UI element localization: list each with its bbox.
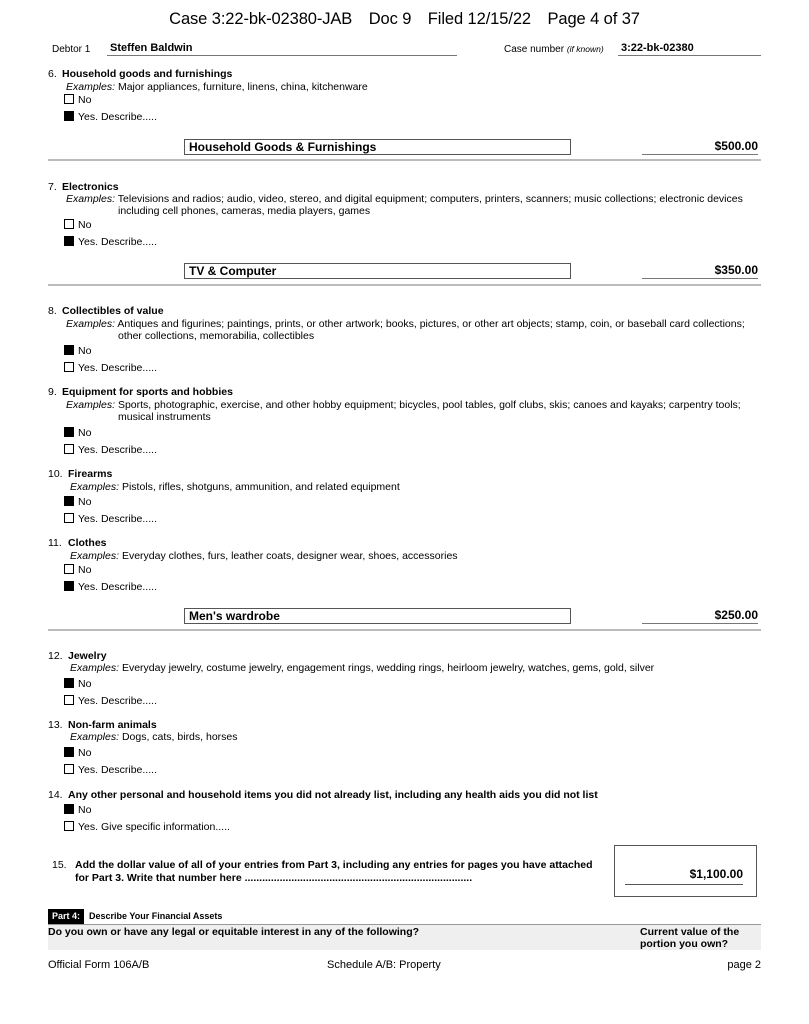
q14-yes-option[interactable]: Yes. Give specific information..... xyxy=(64,821,230,833)
question-11: 11. Clothes xyxy=(48,537,107,549)
checkbox-checked-icon[interactable] xyxy=(64,747,74,757)
part4-tag: Part 4: xyxy=(48,909,84,924)
checkbox-unchecked-icon[interactable] xyxy=(64,695,74,705)
part4-value-header: Current value of the portion you own? xyxy=(640,926,740,950)
checkbox-checked-icon[interactable] xyxy=(64,678,74,688)
part4-divider xyxy=(48,924,761,925)
checkbox-checked-icon[interactable] xyxy=(64,111,74,121)
q6-value-field[interactable]: $500.00 xyxy=(642,139,758,155)
q12-no-option[interactable]: No xyxy=(64,678,91,690)
checkbox-checked-icon[interactable] xyxy=(64,581,74,591)
question-12: 12. Jewelry xyxy=(48,650,107,662)
q7-no-option[interactable]: No xyxy=(64,219,91,231)
question-6-examples: Examples: Major appliances, furniture, linens, china, kitchenware xyxy=(66,81,368,93)
checkbox-unchecked-icon[interactable] xyxy=(64,444,74,454)
stamp-doc: Doc 9 xyxy=(368,10,412,28)
checkbox-unchecked-icon[interactable] xyxy=(64,821,74,831)
question-14: 14. Any other personal and household items you did not already list, including any health aids you did not list xyxy=(48,789,598,801)
checkbox-unchecked-icon[interactable] xyxy=(64,764,74,774)
checkbox-checked-icon[interactable] xyxy=(64,345,74,355)
court-filing-stamp xyxy=(0,10,809,29)
part4-question: Do you own or have any legal or equitable interest in any of the following? xyxy=(48,926,420,938)
case-number-hint: (if known) xyxy=(566,44,604,54)
q7-value-field[interactable]: $350.00 xyxy=(642,263,758,279)
question-title: Household goods and furnishings xyxy=(62,68,233,80)
footer-schedule: Schedule A/B: Property xyxy=(327,959,441,971)
question-6: 6. Household goods and furnishings xyxy=(48,68,233,80)
q7-yes-option[interactable]: Yes. Describe..... xyxy=(64,236,157,248)
q12-yes-option[interactable]: Yes. Describe..... xyxy=(64,695,157,707)
question-7-examples-cont: including cell phones, cameras, media players, games xyxy=(118,205,371,217)
debtor-name: Steffen Baldwin xyxy=(107,42,457,56)
q6-yes-option[interactable]: Yes. Describe..... xyxy=(64,111,157,123)
section-divider xyxy=(48,159,761,161)
stamp-case: Case 3:22-bk-02380-JAB xyxy=(169,10,353,28)
question-7: 7. Electronics xyxy=(48,181,119,193)
q11-description-field[interactable]: Men's wardrobe xyxy=(184,608,571,624)
question-13-examples: Examples: Dogs, cats, birds, horses xyxy=(70,731,238,743)
question-15: 15. Add the dollar value of all of your entries from Part 3, including any entries for pages you have attached xyxy=(52,859,593,871)
question-7-examples: Examples: Televisions and radios; audio, video, stereo, and digital equipment; computers, printers, scanners; music collections; electronic devices xyxy=(66,193,743,205)
case-number-label: Case number xyxy=(504,44,565,55)
q14-no-option[interactable]: No xyxy=(64,804,91,816)
question-10-examples: Examples: Pistols, rifles, shotguns, ammunition, and related equipment xyxy=(70,481,400,493)
checkbox-checked-icon[interactable] xyxy=(64,496,74,506)
question-11-examples: Examples: Everyday clothes, furs, leather coats, designer wear, shoes, accessories xyxy=(70,550,458,562)
checkbox-checked-icon[interactable] xyxy=(64,236,74,246)
q6-description-field[interactable]: Household Goods & Furnishings xyxy=(184,139,571,155)
q10-no-option[interactable]: No xyxy=(64,496,91,508)
question-8-examples-cont: other collections, memorabilia, collectibles xyxy=(118,330,315,342)
case-number: 3:22-bk-02380 xyxy=(618,42,761,56)
q11-value-field[interactable]: $250.00 xyxy=(642,608,758,624)
q13-yes-option[interactable]: Yes. Describe..... xyxy=(64,764,157,776)
stamp-filed: Filed 12/15/22 xyxy=(427,10,531,28)
checkbox-unchecked-icon[interactable] xyxy=(64,564,74,574)
question-9-examples: Examples: Sports, photographic, exercise, and other hobby equipment; bicycles, pool tables, golf clubs, skis; canoes and kayaks; carpentry tools; xyxy=(66,399,741,411)
question-9-examples-cont: musical instruments xyxy=(118,411,211,423)
checkbox-unchecked-icon[interactable] xyxy=(64,362,74,372)
checkbox-unchecked-icon[interactable] xyxy=(64,219,74,229)
q10-yes-option[interactable]: Yes. Describe..... xyxy=(64,513,157,525)
section-divider xyxy=(48,284,761,286)
q8-no-option[interactable]: No xyxy=(64,345,91,357)
checkbox-unchecked-icon[interactable] xyxy=(64,513,74,523)
question-12-examples: Examples: Everyday jewelry, costume jewelry, engagement rings, wedding rings, heirloom jewelry, watches, gems, gold, silver xyxy=(70,662,655,674)
footer-page: page 2 xyxy=(727,959,761,971)
question-8: 8. Collectibles of value xyxy=(48,305,164,317)
debtor-label: Debtor 1 xyxy=(52,44,91,55)
question-13: 13. Non-farm animals xyxy=(48,719,157,731)
checkbox-checked-icon[interactable] xyxy=(64,427,74,437)
q8-yes-option[interactable]: Yes. Describe..... xyxy=(64,362,157,374)
case-number-label-wrap xyxy=(504,44,604,55)
checkbox-unchecked-icon[interactable] xyxy=(64,94,74,104)
q13-no-option[interactable]: No xyxy=(64,747,91,759)
total-value-field[interactable]: $1,100.00 xyxy=(625,867,743,885)
section-divider xyxy=(48,629,761,631)
part4-title: Describe Your Financial Assets xyxy=(89,911,223,921)
q6-no-option[interactable]: No xyxy=(64,94,91,106)
q9-yes-option[interactable]: Yes. Describe..... xyxy=(64,444,157,456)
q11-no-option[interactable]: No xyxy=(64,564,91,576)
checkbox-checked-icon[interactable] xyxy=(64,804,74,814)
question-10: 10. Firearms xyxy=(48,468,113,480)
footer-form: Official Form 106A/B xyxy=(48,959,150,971)
q7-description-field[interactable]: TV & Computer xyxy=(184,263,571,279)
question-15-line2: for Part 3. Write that number here .............................................................................. xyxy=(75,872,473,884)
q9-no-option[interactable]: No xyxy=(64,427,91,439)
stamp-page: Page 4 of 37 xyxy=(547,10,640,28)
question-9: 9. Equipment for sports and hobbies xyxy=(48,386,233,398)
question-8-examples: Examples: Antiques and figurines; paintings, prints, or other artwork; books, pictures, or other art objects; stamp, coin, or baseball card collections; xyxy=(66,318,745,330)
q11-yes-option[interactable]: Yes. Describe..... xyxy=(64,581,157,593)
